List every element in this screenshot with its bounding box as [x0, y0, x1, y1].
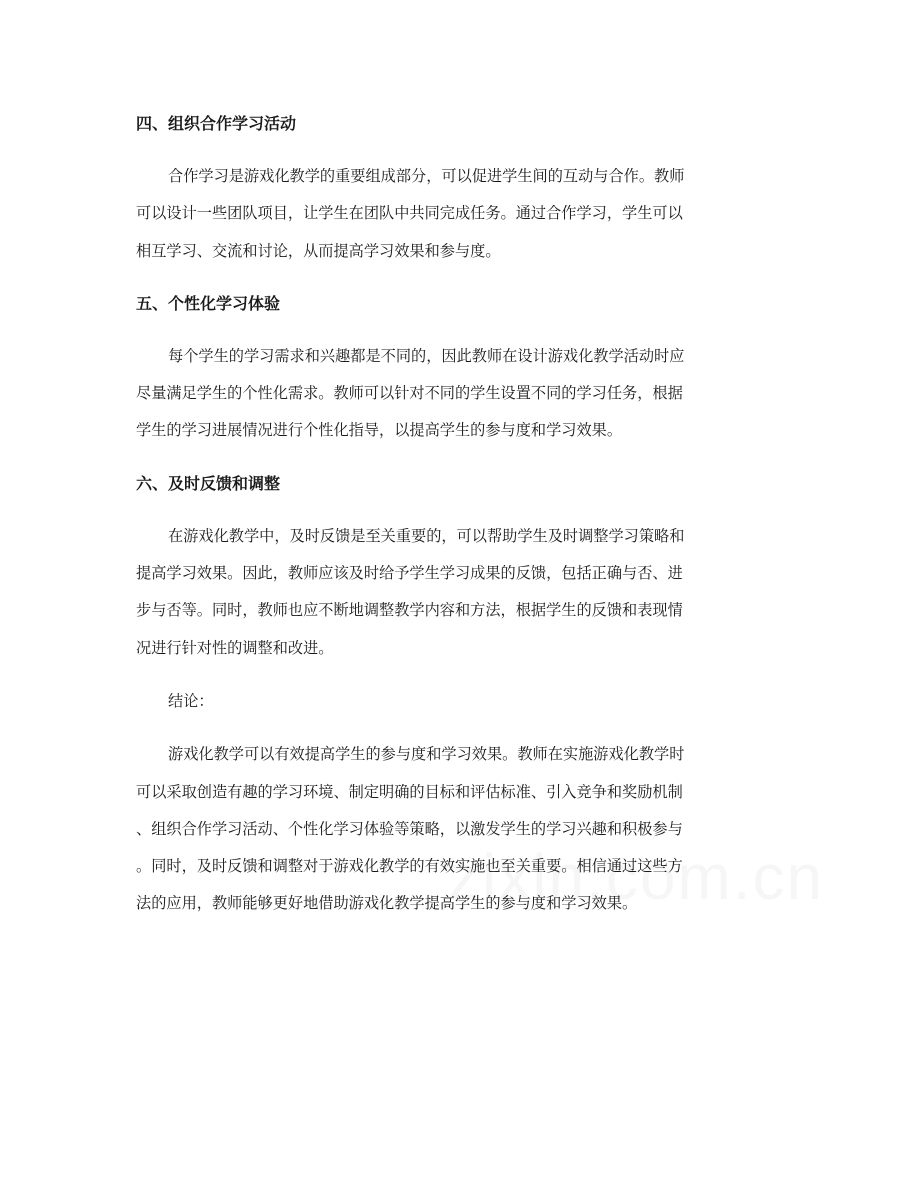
section-heading-6: 六、及时反馈和调整 [136, 473, 281, 493]
paragraph-line: 每个学生的学习需求和兴趣都是不同的，因此教师在设计游戏化教学活动时应 [168, 346, 685, 365]
paragraph-line: 可以采取创造有趣的学习环境、制定明确的目标和评估标准、引入竞争和奖励机制 [136, 782, 683, 801]
paragraph-line: 在游戏化教学中，及时反馈是至关重要的，可以帮助学生及时调整学习策略和 [168, 526, 685, 545]
section-paragraph-5 [136, 338, 786, 450]
paragraph-line: 法的应用，教师能够更好地借助游戏化教学提高学生的参与度和学习效果。 [136, 894, 638, 913]
paragraph-line: 步与否等。同时，教师也应不断地调整教学内容和方法，根据学生的反馈和表现情 [136, 601, 683, 620]
conclusion-label [136, 683, 786, 720]
conclusion-label-text: 结论： [168, 691, 214, 710]
paragraph-line: 尽量满足学生的个性化需求。教师可以针对不同的学生设置不同的学习任务，根据 [136, 384, 683, 403]
paragraph-line: 况进行针对性的调整和改进。 [136, 638, 334, 657]
paragraph-line: 学生的学习进展情况进行个性化指导，以提高学生的参与度和学习效果。 [136, 421, 622, 440]
section-paragraph-4 [136, 158, 786, 270]
paragraph-line: 提高学习效果。因此，教师应该及时给予学生学习成果的反馈，包括正确与否、进 [136, 564, 683, 583]
paragraph-line: 。同时，及时反馈和调整对于游戏化教学的有效实施也至关重要。相信通过这些方 [136, 857, 683, 876]
watermark-text [448, 840, 824, 914]
section-paragraph-6 [136, 518, 786, 667]
paragraph-line: 合作学习是游戏化教学的重要组成部分，可以促进学生间的互动与合作。教师 [168, 167, 685, 185]
section-heading-5: 五、个性化学习体验 [136, 293, 281, 313]
paragraph-line: 可以设计一些团队项目，让学生在团队中共同完成任务。通过合作学习，学生可以 [136, 204, 683, 223]
paragraph-line: 、组织合作学习活动、个性化学习体验等策略，以激发学生的学习兴趣和积极参与 [136, 819, 683, 838]
paragraph-line: 相互学习、交流和讨论，从而提高学习效果和参与度。 [136, 241, 501, 260]
document-body [136, 106, 786, 939]
section-heading-4: 四、组织合作学习活动 [136, 114, 297, 133]
paragraph-line: 游戏化教学可以有效提高学生的参与度和学习效果。教师在实施游戏化教学时 [168, 745, 685, 764]
